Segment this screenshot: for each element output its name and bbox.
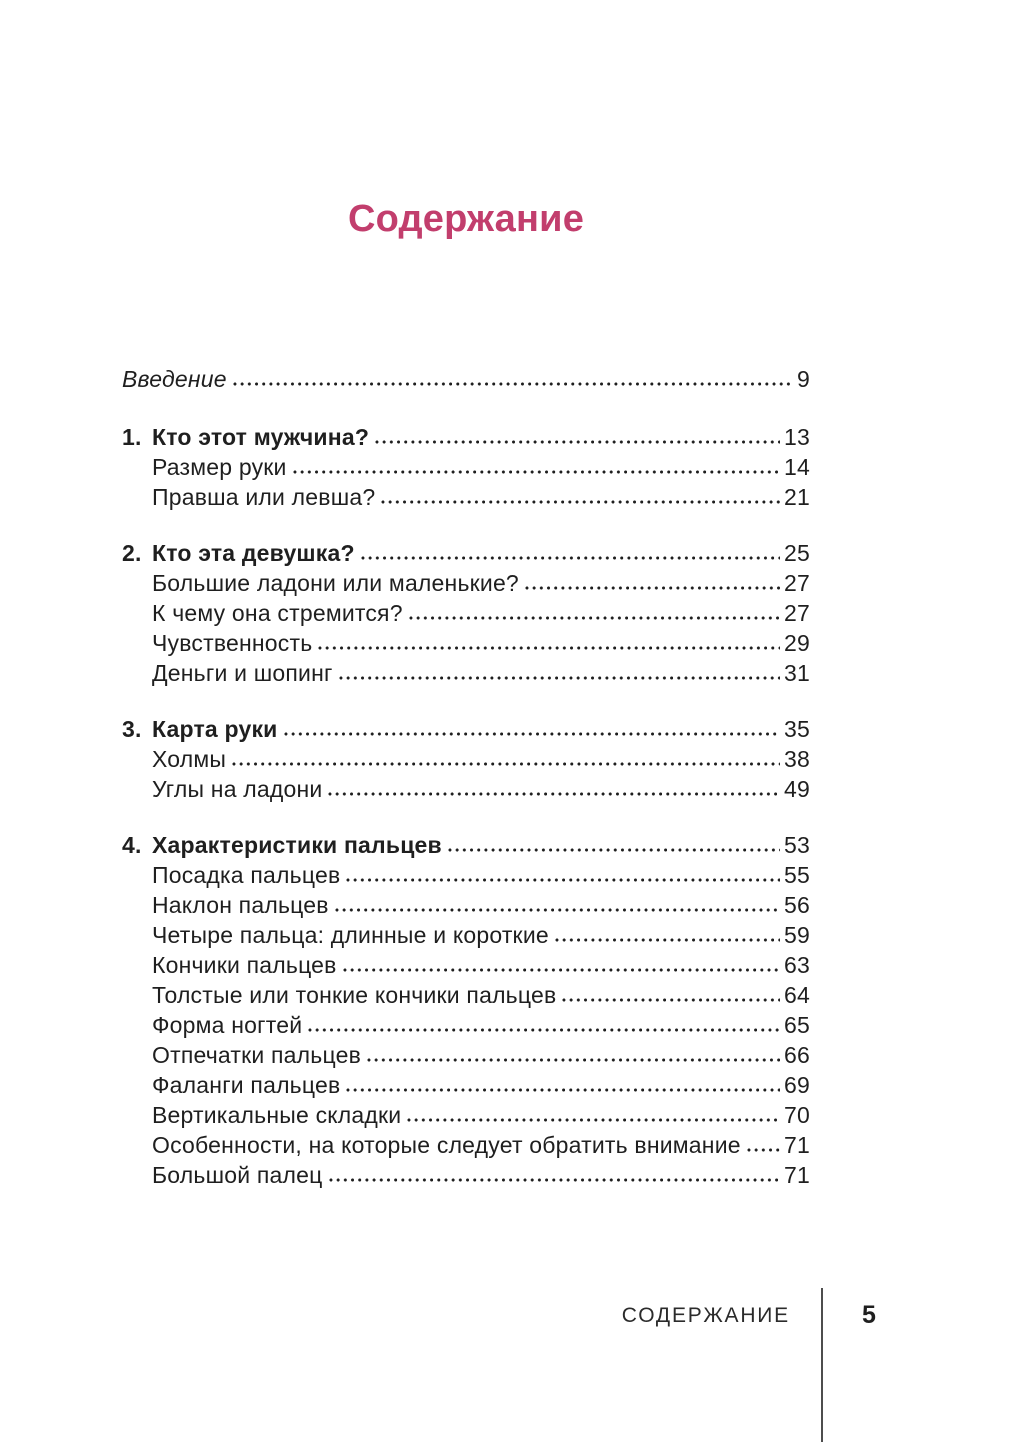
toc-entry xyxy=(122,920,810,950)
toc-dot-leader xyxy=(284,731,781,737)
toc-entry-number: 4. xyxy=(122,832,142,858)
toc-entry xyxy=(122,1040,810,1070)
toc-dot-leader xyxy=(448,847,780,853)
toc-entry-page: 9 xyxy=(797,366,810,392)
toc-dot-leader xyxy=(232,761,780,767)
toc-entry-label: Четыре пальца: длинные и короткие xyxy=(152,922,549,948)
toc-entry-label: Карта руки xyxy=(152,716,278,742)
toc-dot-leader xyxy=(375,439,780,445)
toc-entry-label: Фаланги пальцев xyxy=(152,1072,341,1098)
toc-entry-label: Чувственность xyxy=(152,630,313,656)
toc-entry-page: 59 xyxy=(784,922,810,948)
toc-entry xyxy=(122,364,810,394)
toc-entry xyxy=(122,980,810,1010)
page-title: Содержание xyxy=(347,198,585,241)
toc-entry-label: Размер руки xyxy=(152,454,287,480)
footer-vertical-rule xyxy=(821,1288,823,1442)
toc-dot-leader xyxy=(335,907,780,913)
toc-dot-leader xyxy=(343,967,780,973)
toc-entry-page: 63 xyxy=(784,952,810,978)
toc-entry-page: 71 xyxy=(784,1162,810,1188)
toc-dot-leader xyxy=(747,1147,780,1153)
footer-page-number: 5 xyxy=(862,1301,876,1329)
toc-entry-number: 1. xyxy=(122,424,142,450)
toc-entry-label: Наклон пальцев xyxy=(152,892,329,918)
toc-dot-leader xyxy=(308,1027,780,1033)
toc-entry-page: 66 xyxy=(784,1042,810,1068)
toc-entry xyxy=(122,658,810,688)
toc-entry-label: Деньги и шопинг xyxy=(152,660,333,686)
toc-entry-label: Толстые или тонкие кончики пальцев xyxy=(152,982,557,1008)
toc-entry xyxy=(122,482,810,512)
toc-entry-label: Большой палец xyxy=(152,1162,323,1188)
toc-entry xyxy=(122,598,810,628)
toc-entry-label: Посадка пальцев xyxy=(152,862,341,888)
toc-entry xyxy=(122,714,810,744)
toc-entry-page: 71 xyxy=(784,1132,810,1158)
toc-entry-page: 25 xyxy=(784,540,810,566)
toc-dot-leader xyxy=(346,1087,780,1093)
toc-entry xyxy=(122,890,810,920)
toc-entry xyxy=(122,568,810,598)
toc-entry-page: 13 xyxy=(784,424,810,450)
toc-entry xyxy=(122,538,810,568)
toc-dot-leader xyxy=(346,877,780,883)
toc-entry-page: 29 xyxy=(784,630,810,656)
toc-entry-number: 2. xyxy=(122,540,142,566)
toc-dot-leader xyxy=(328,791,780,797)
toc-entry xyxy=(122,1130,810,1160)
toc-entry-label: Введение xyxy=(122,366,227,392)
toc-entry-page: 56 xyxy=(784,892,810,918)
toc-entry-label: Особенности, на которые следует обратить внимание xyxy=(152,1132,741,1158)
toc-entry xyxy=(122,860,810,890)
toc-entry xyxy=(122,950,810,980)
toc-entry-page: 14 xyxy=(784,454,810,480)
toc-entry-label: Углы на ладони xyxy=(152,776,323,802)
toc-dot-leader xyxy=(329,1177,781,1183)
toc-dot-leader xyxy=(407,1117,780,1123)
toc-entry-label: Отпечатки пальцев xyxy=(152,1042,361,1068)
toc-entry xyxy=(122,1100,810,1130)
toc-entry-label: Характеристики пальцев xyxy=(152,832,442,858)
toc-entry xyxy=(122,744,810,774)
toc-dot-leader xyxy=(233,381,793,387)
toc-dot-leader xyxy=(293,469,780,475)
toc-entry-page: 70 xyxy=(784,1102,810,1128)
toc-dot-leader xyxy=(381,499,780,505)
toc-entry-label: Кто этот мужчина? xyxy=(152,424,370,450)
toc-entry-page: 65 xyxy=(784,1012,810,1038)
toc-entry xyxy=(122,774,810,804)
toc-entry-page: 27 xyxy=(784,570,810,596)
toc-entry-page: 21 xyxy=(784,484,810,510)
toc-entry-label: К чему она стремится? xyxy=(152,600,403,626)
toc-dot-leader xyxy=(339,675,780,681)
toc-entry xyxy=(122,452,810,482)
toc-entry-label: Кончики пальцев xyxy=(152,952,337,978)
toc-dot-leader xyxy=(318,645,780,651)
toc-entry-number: 3. xyxy=(122,716,142,742)
toc-entry xyxy=(122,830,810,860)
footer-section-label: СОДЕРЖАНИЕ xyxy=(621,1304,790,1327)
toc-dot-leader xyxy=(525,585,780,591)
toc-dot-leader xyxy=(555,937,780,943)
toc-entry-page: 49 xyxy=(784,776,810,802)
toc-entry xyxy=(122,1070,810,1100)
toc-entry xyxy=(122,1160,810,1190)
toc-entry-page: 53 xyxy=(784,832,810,858)
toc-entry-label: Кто эта девушка? xyxy=(152,540,355,566)
toc-entry-page: 55 xyxy=(784,862,810,888)
toc-entry-page: 64 xyxy=(784,982,810,1008)
toc-entry-label: Правша или левша? xyxy=(152,484,376,510)
toc-entry xyxy=(122,628,810,658)
toc-entry-label: Большие ладони или маленькие? xyxy=(152,570,519,596)
toc-list xyxy=(122,364,810,1190)
toc-entry xyxy=(122,1010,810,1040)
toc-dot-leader xyxy=(562,997,780,1003)
toc-entry-label: Вертикальные складки xyxy=(152,1102,402,1128)
toc-dot-leader xyxy=(409,615,780,621)
toc-entry-label: Холмы xyxy=(152,746,227,772)
toc-entry-page: 27 xyxy=(784,600,810,626)
toc-entry-page: 31 xyxy=(784,660,810,686)
toc-dot-leader xyxy=(367,1057,780,1063)
toc-entry-label: Форма ногтей xyxy=(152,1012,303,1038)
toc-dot-leader xyxy=(361,555,780,561)
toc-entry-page: 38 xyxy=(784,746,810,772)
toc-entry xyxy=(122,422,810,452)
toc-entry-page: 35 xyxy=(784,716,810,742)
toc-entry-page: 69 xyxy=(784,1072,810,1098)
